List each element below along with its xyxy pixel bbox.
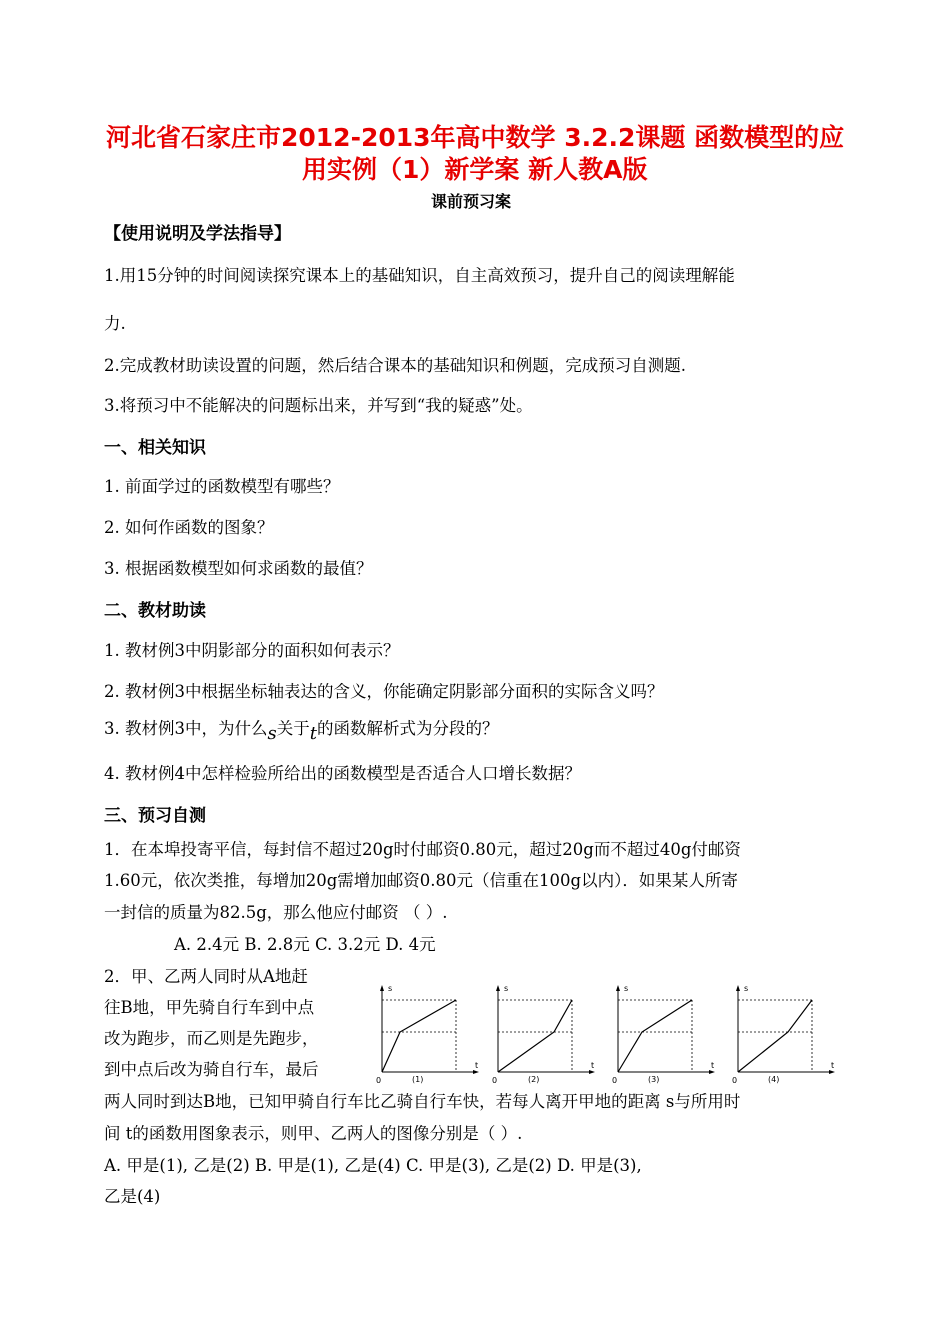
x-axis-arrow-icon: [589, 1070, 595, 1074]
problem-2-options-line-2: 乙是(4): [104, 1187, 161, 1206]
x-axis-arrow-icon: [709, 1070, 715, 1074]
title-line-1: 河北省石家庄市2012-2013年高中数学 3.2.2课题 函数模型的应: [106, 123, 845, 152]
y-axis-label: s: [504, 984, 509, 993]
x-axis-arrow-icon: [473, 1070, 479, 1074]
origin-label: 0: [612, 1076, 618, 1085]
problem-1-line-1: 1．在本埠投寄平信，每封信不超过20g时付邮资0.80元，超过20g而不超过40g付邮资: [104, 840, 741, 859]
curve: [498, 1000, 572, 1072]
problem-1-line-3: 一封信的质量为82.5g，那么他应付邮资 （ ）.: [104, 903, 448, 922]
problem-2-line-3: 改为跑步，而乙则是先跑步，: [104, 1029, 319, 1048]
problem-2-line-5: 两人同时到达B地，已知甲骑自行车比乙骑自行车快，若每人离开甲地的距离 s与所用时: [104, 1092, 741, 1111]
graph-label: (3): [648, 1075, 660, 1084]
instruction-1-line-1: 1.用15分钟的时间阅读探究课本上的基础知识，自主高效预习，提升自己的阅读理解能: [104, 266, 735, 285]
problem-1-line-2: 1.60元，依次类推，每增加20g需增加邮资0.80元（信重在100g以内）．如果某人所寄: [104, 871, 738, 890]
instruction-2: 2.完成教材助读设置的问题，然后结合课本的基础知识和例题，完成预习自测题.: [104, 356, 686, 375]
section-2-question-1: 1. 教材例3中阴影部分的面积如何表示？: [104, 641, 400, 660]
y-axis-label: s: [744, 984, 749, 993]
x-axis-label: t: [831, 1061, 835, 1070]
question-3-part-c: 的函数解析式为分段的？: [316, 719, 499, 738]
variable-s: s: [267, 723, 277, 744]
graph-4: [728, 982, 840, 1088]
section-1-question-1: 1. 前面学过的函数模型有哪些？: [104, 477, 340, 496]
y-axis-arrow-icon: [496, 985, 500, 991]
curve: [738, 1000, 812, 1072]
graph-1: [372, 982, 484, 1088]
section-2-heading: 二、教材助读: [104, 601, 206, 621]
section-1-question-3: 3. 根据函数模型如何求函数的最值？: [104, 559, 373, 578]
y-axis-arrow-icon: [380, 985, 384, 991]
graph-2: [488, 982, 600, 1088]
section-1-heading: 一、相关知识: [104, 438, 206, 458]
y-axis-arrow-icon: [616, 985, 620, 991]
y-axis-label: s: [624, 984, 629, 993]
y-axis-arrow-icon: [736, 985, 740, 991]
x-axis-arrow-icon: [829, 1070, 835, 1074]
origin-label: 0: [376, 1076, 382, 1085]
section-2-question-4: 4. 教材例4中怎样检验所给出的函数模型是否适合人口增长数据？: [104, 764, 581, 783]
instruction-1-line-2: 力.: [104, 314, 126, 333]
section-3-heading: 三、预习自测: [104, 806, 206, 826]
y-axis-label: s: [388, 984, 393, 993]
curve: [382, 1000, 456, 1072]
problem-2-line-1: 2．甲、乙两人同时从A地赶: [104, 967, 308, 986]
curve: [618, 1000, 692, 1072]
question-3-part-a: 3. 教材例3中，为什么: [104, 719, 268, 738]
title-line-2: 用实例（1）新学案 新人教A版: [302, 155, 648, 184]
x-axis-label: t: [711, 1061, 715, 1070]
problem-2-options-line-1: A. 甲是(1), 乙是(2) B. 甲是(1), 乙是(4) C. 甲是(3), 乙是(2) D. 甲是(3),: [104, 1156, 642, 1175]
variable-t: t: [309, 723, 317, 744]
x-axis-label: t: [475, 1061, 479, 1070]
instruction-3: 3.将预习中不能解决的问题标出来，并写到“我的疑惑”处。: [104, 396, 533, 415]
graph-3: [608, 982, 720, 1088]
question-3-part-b: 关于: [276, 719, 310, 738]
subtitle: 课前预习案: [431, 192, 512, 211]
x-axis-label: t: [591, 1061, 595, 1070]
problem-1-options: A. 2.4元 B. 2.8元 C. 3.2元 D. 4元: [174, 935, 436, 954]
section-1-question-2: 2. 如何作函数的图象？: [104, 518, 274, 537]
graph-label: (4): [768, 1075, 780, 1084]
graph-label: (1): [412, 1075, 424, 1084]
section-2-question-2: 2. 教材例3中根据坐标轴表达的含义，你能确定阴影部分面积的实际含义吗？: [104, 682, 664, 701]
problem-2-line-6: 间 t的函数用图象表示，则甲、乙两人的图像分别是（ ）.: [104, 1124, 523, 1143]
origin-label: 0: [732, 1076, 738, 1085]
problem-2-line-2: 往B地，甲先骑自行车到中点: [104, 998, 315, 1017]
problem-2-line-4: 到中点后改为骑自行车，最后: [104, 1060, 319, 1079]
graph-label: (2): [528, 1075, 540, 1084]
section-2-question-3: [104, 715, 499, 744]
origin-label: 0: [492, 1076, 498, 1085]
instructions-heading: 【使用说明及学法指导】: [104, 224, 291, 244]
